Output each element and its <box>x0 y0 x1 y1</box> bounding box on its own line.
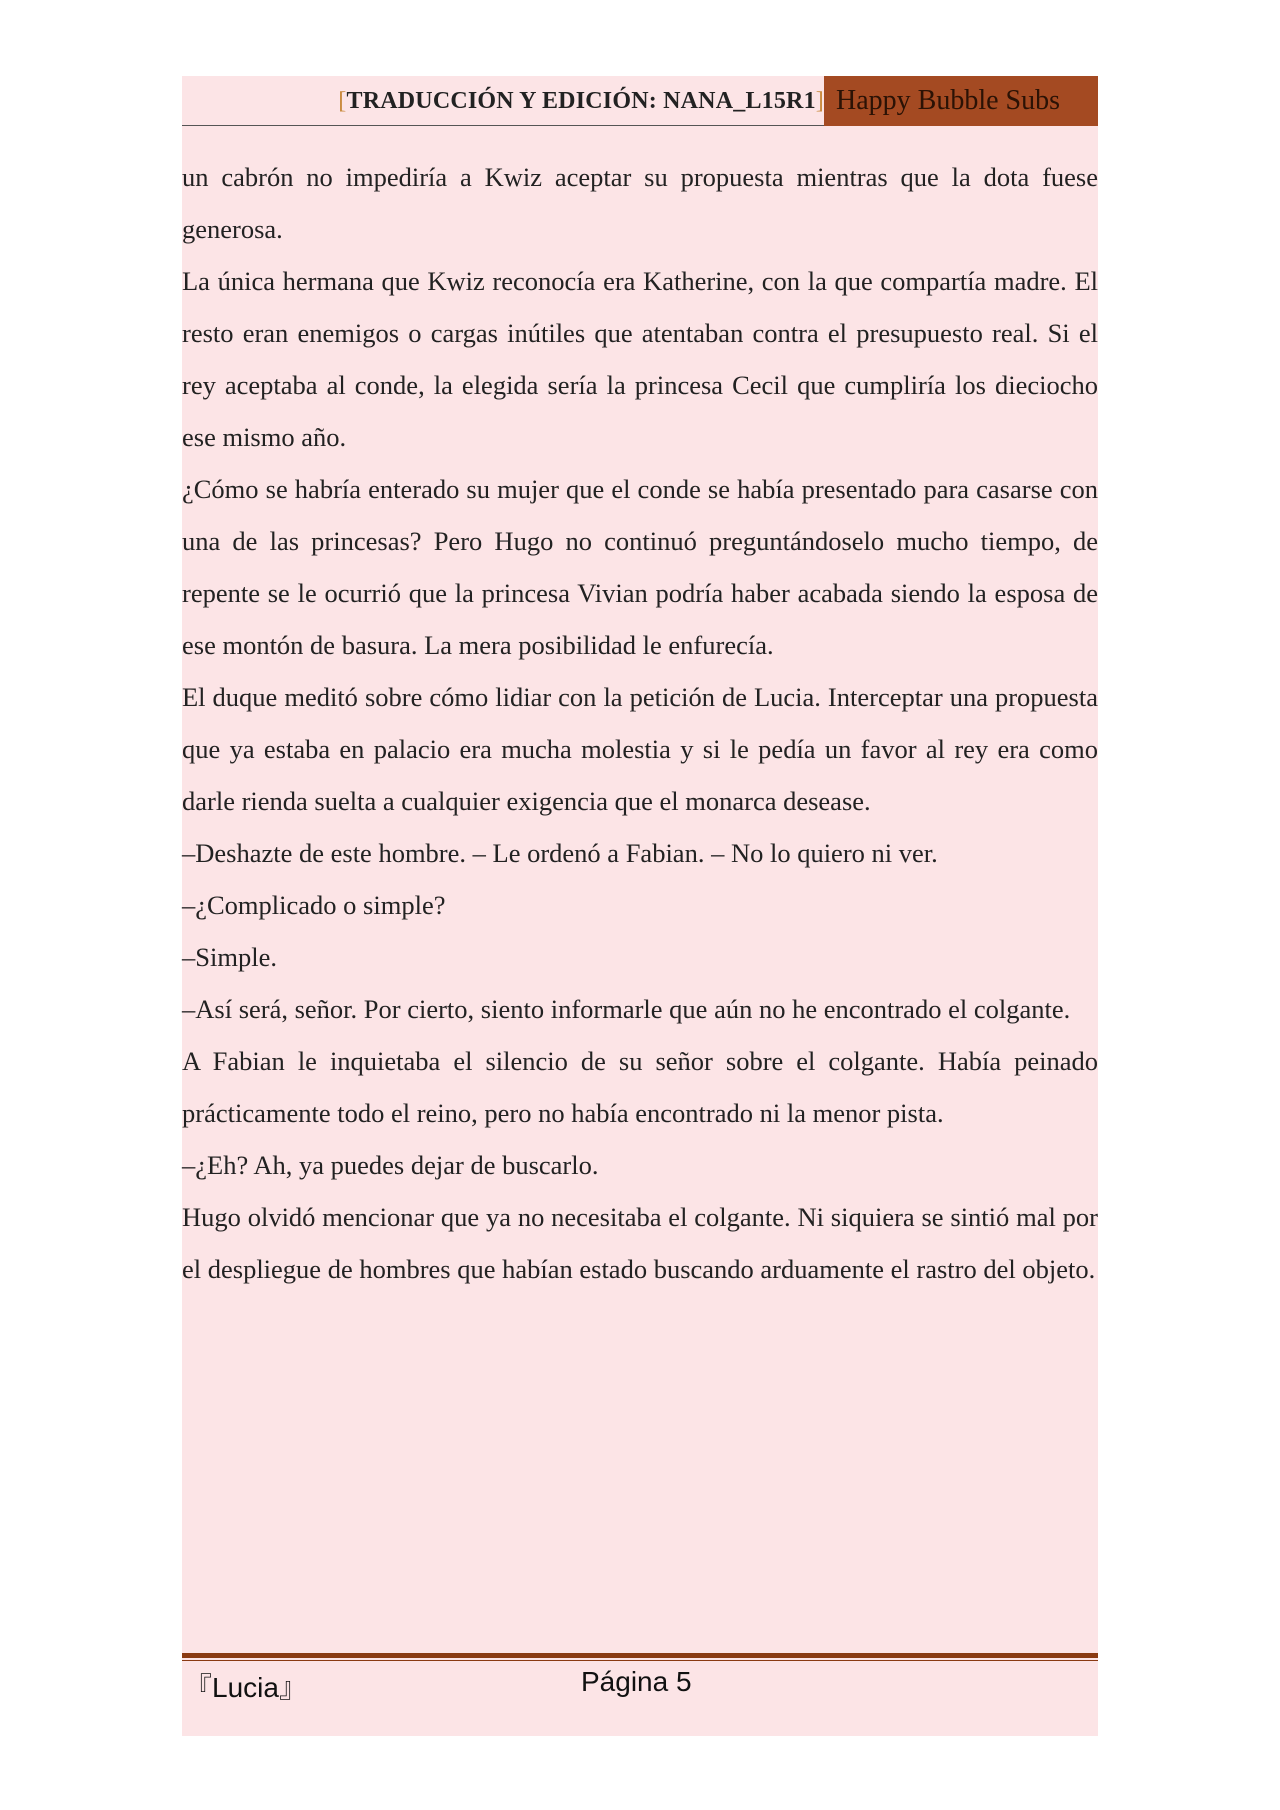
paragraph: A Fabian le inquietaba el silencio de su señor sobre el colgante. Había peinado prácticamente todo el reino, pero no había encontrado ni la menor pista. <box>182 1046 1098 1128</box>
footer-rule <box>182 1653 1098 1658</box>
credit-bracket-open: [ <box>338 88 347 114</box>
dialogue-line: –Deshazte de este hombre. – Le ordenó a Fabian. – No lo quiero ni ver. <box>182 838 938 868</box>
header-rule <box>182 125 824 126</box>
dialogue-line: –Simple. <box>182 942 277 972</box>
credit-text: TRADUCCIÓN Y EDICIÓN: NANA_L15R1 <box>346 88 816 114</box>
document-page <box>182 76 1098 1736</box>
paragraph: Hugo olvidó mencionar que ya no necesitaba el colgante. Ni siquiera se sintió mal por el despliegue de hombres que habían estado buscando arduamente el rastro del objeto. <box>182 1202 1098 1284</box>
body-text <box>182 151 1098 1295</box>
dialogue-line: –¿Complicado o simple? <box>182 890 446 920</box>
paragraph: ¿Cómo se habría enterado su mujer que el conde se había presentado para casarse con una de las princesas? Pero Hugo no continuó preguntándoselo mucho tiempo, de repente se le ocurrió que la princesa Vivian podría haber acabada siendo la esposa de ese montón de basura. La mera posibilidad le enfurecía. <box>182 474 1098 660</box>
brand-label: Happy Bubble Subs <box>824 76 1098 126</box>
page-number: Página 5 <box>581 1666 692 1697</box>
dialogue-line: –Así será, señor. Por cierto, siento informarle que aún no he encontrado el colgante. <box>182 994 1071 1024</box>
translation-credit <box>338 88 824 115</box>
page-header <box>182 76 1098 126</box>
paragraph: El duque meditó sobre cómo lidiar con la petición de Lucia. Interceptar una propuesta que ya estaba en palacio era mucha molestia y si le pedía un favor al rey era como darle rienda suelta a cualquier exigencia que el monarca desease. <box>182 682 1098 816</box>
dialogue-line: –¿Eh? Ah, ya puedes dejar de buscarlo. <box>182 1150 599 1180</box>
footer-book-title: 『Lucia』 <box>184 1672 307 1703</box>
paragraph: La única hermana que Kwiz reconocía era Katherine, con la que compartía madre. El resto eran enemigos o cargas inútiles que atentaban contra el presupuesto real. Si el rey aceptaba al conde, la elegida sería la princesa Cecil que cumpliría los dieciocho ese mismo año. <box>182 266 1098 452</box>
footer-rule-thin <box>182 1660 1098 1661</box>
credit-bracket-close: ] <box>815 88 824 114</box>
paragraph: un cabrón no impediría a Kwiz aceptar su propuesta mientras que la dota fuese generosa. <box>182 162 1098 244</box>
